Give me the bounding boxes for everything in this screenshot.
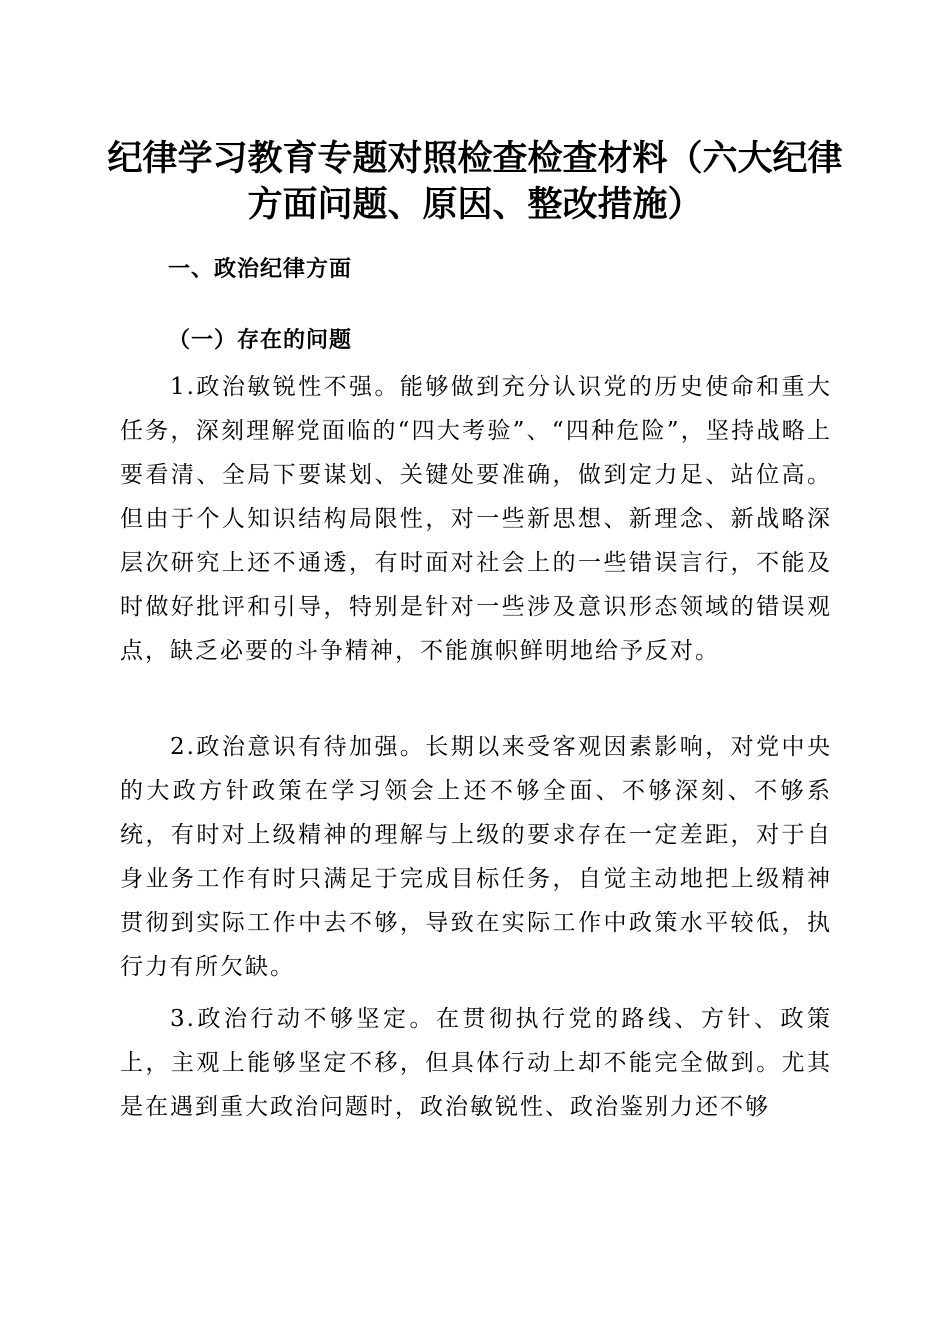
paragraph-2-container bbox=[120, 725, 832, 989]
section-heading: 一、政治纪律方面 bbox=[168, 257, 353, 282]
subsection-heading: （一）存在的问题 bbox=[168, 327, 353, 353]
paragraph-3: 3.政治行动不够坚定。在贯彻执行党的路线、方针、政策上，主观上能够坚定不移，但具体行动上却不能完全做到。尤其是在遇到重大政治问题时，政治敏锐性、政治鉴别力还不够 bbox=[120, 1006, 832, 1120]
paragraph-1: 1.政治敏锐性不强。能够做到充分认识党的历史使命和重大任务，深刻理解党面临的“四大考验”、“四种危险”，坚持战略上要看清、全局下要谋划、关键处要准确，做到定力足、站位高。但由于个人知识结构局限性，对一些新思想、新理念、新战略深层次研究上还不通透，有时面对社会上的一些错误言行，不能及时做好批评和引导，特别是针对一些涉及意识形态领域的错误观点，缺乏必要的斗争精神，不能旗帜鲜明地给予反对。 bbox=[120, 374, 832, 664]
paragraph-1-container bbox=[120, 365, 832, 673]
document-title: 纪律学习教育专题对照检查检查材料（六大纪律方面问题、原因、整改措施） bbox=[107, 138, 843, 225]
paragraph-3-container bbox=[120, 997, 832, 1129]
paragraph-2: 2.政治意识有待加强。长期以来受客观因素影响，对党中央的大政方针政策在学习领会上还不够全面、不够深刻、不够系统，有时对上级精神的理解与上级的要求存在一定差距，对于自身业务工作有时只满足于完成目标任务，自觉主动地把上级精神贯彻到实际工作中去不够，导致在实际工作中政策水平较低，执行力有所欠缺。 bbox=[120, 734, 832, 980]
